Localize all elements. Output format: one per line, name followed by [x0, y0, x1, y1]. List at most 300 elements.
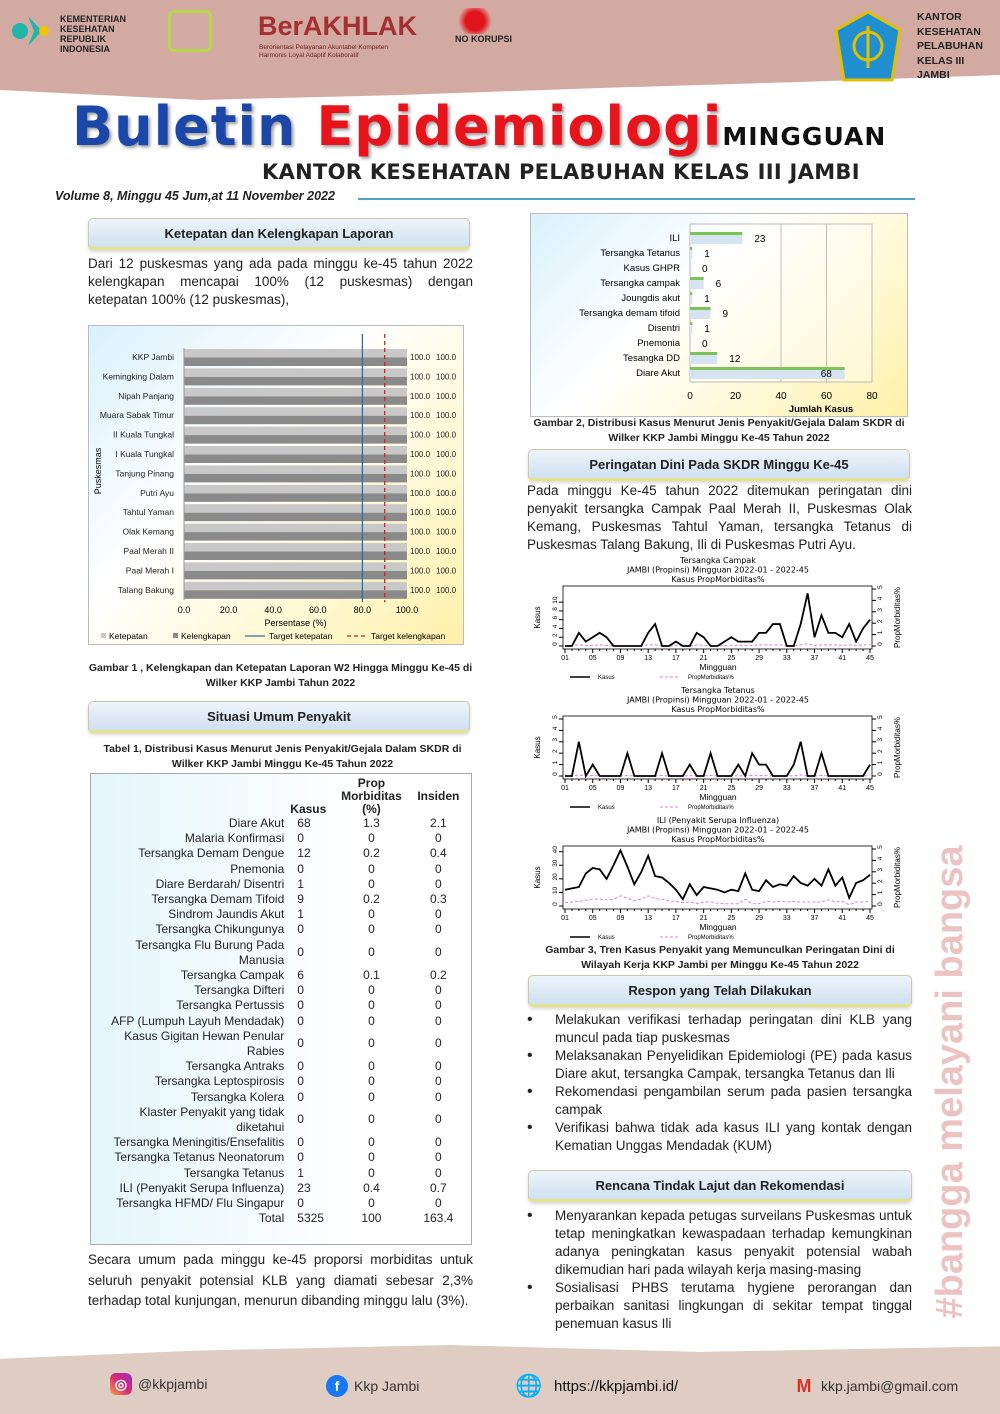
prop-value: 0: [368, 983, 375, 998]
disease-name: Tersangka Demam Tifoid: [151, 892, 285, 907]
y2-tick-label: 2: [877, 879, 884, 884]
bar: [690, 247, 692, 250]
series-kasus: [565, 850, 870, 899]
disease-name: Tersangka Kolera: [190, 1089, 285, 1104]
bar-ketepatan: [184, 524, 407, 533]
prop-value: 0.4: [363, 1180, 380, 1195]
globe-icon: 🌐: [515, 1373, 543, 1398]
table-row: [101, 1059, 471, 1074]
series-kasus: [565, 742, 870, 776]
prop-value: 0: [368, 1150, 375, 1165]
x-tick-label: 21: [699, 915, 708, 922]
category-label: Paal Merah II: [123, 546, 174, 556]
value-label: 100.0: [410, 450, 431, 459]
prop-value: 0: [368, 907, 375, 922]
category-label: Nipah Panjang: [118, 390, 174, 401]
table-row: [101, 938, 471, 968]
value-label: 100.0: [410, 488, 431, 498]
x-tick-label: 01: [561, 785, 569, 792]
value-label: 100.0: [410, 585, 431, 595]
table-row: [101, 1029, 471, 1059]
kemenkes-logo: [8, 8, 54, 54]
x-tick-label: 37: [810, 915, 819, 922]
y2-tick-label: 1: [877, 630, 884, 635]
prop-value: 100: [361, 1211, 382, 1226]
x-tick-label: 21: [699, 785, 708, 792]
instagram-link[interactable]: [110, 1373, 207, 1395]
x-tick-label: 40.0: [264, 605, 282, 615]
kasus-value: 0: [297, 861, 304, 876]
insiden-value: 163.4: [423, 1211, 454, 1226]
office-line: KESEHATAN: [917, 25, 981, 38]
insiden-value: 0.4: [429, 846, 447, 861]
value-label: 100.0: [436, 450, 457, 459]
bar-kelengkapan: [184, 513, 407, 522]
category-label: KKP Jambi: [132, 352, 174, 362]
chart-title: Kasus PropMorbiditas%: [671, 705, 765, 714]
table-row: [101, 1211, 471, 1226]
x-tick-label: 25: [727, 785, 736, 792]
prop-value: 0: [368, 876, 375, 891]
facebook-icon: f: [326, 1375, 348, 1397]
category-label: Diare Akut: [636, 368, 680, 379]
y-tick-label: 6: [552, 615, 559, 620]
prop-value: 0: [368, 1112, 375, 1127]
email-address: kkp.jambi@gmail.com: [821, 1378, 959, 1394]
table-row: [101, 1014, 471, 1029]
bar-ketepatan: [184, 446, 407, 455]
bar-ketepatan: [184, 485, 407, 494]
x-tick-label: 25: [727, 655, 736, 662]
office-line: KELAS III: [917, 54, 965, 67]
value-label: 100.0: [436, 372, 457, 382]
y2-axis-title: PropMorbiditas%: [893, 847, 902, 908]
x-tick-label: 05: [588, 785, 597, 792]
y2-axis-title: PropMorbiditas%: [893, 717, 902, 778]
facebook-name: Kkp Jambi: [354, 1378, 420, 1394]
y-tick-label: 2: [552, 749, 559, 754]
x-axis-title: Mingguan: [699, 662, 737, 672]
y-tick-label: 5: [552, 715, 559, 719]
chart-title: Tersangka Campak: [680, 556, 756, 565]
col-insiden: Insiden: [417, 789, 460, 803]
category-label: Tanjung Pinang: [115, 468, 174, 479]
rencana-list: [527, 1207, 912, 1333]
no-korupsi-logo: NO KORUPSI: [455, 34, 513, 44]
bar-ketepatan: [184, 543, 407, 552]
bar-body: [690, 280, 704, 289]
section-header-situasi: Situasi Umum Penyakit: [88, 701, 470, 733]
y-tick-label: 3: [552, 737, 559, 742]
y2-tick-label: 0: [877, 902, 884, 906]
x-tick-label: 09: [616, 915, 625, 922]
category-label: Olak Kemang: [122, 526, 174, 537]
disease-name: Malaria Konfirmasi: [184, 831, 285, 846]
office-line: KANTOR: [917, 11, 962, 23]
table-row: [101, 846, 471, 861]
list-item: • Rekomendasi pengambilan serum pada pasien tersangka campak: [527, 1083, 912, 1119]
table-row: [101, 922, 471, 937]
bar-kelengkapan: [184, 474, 407, 483]
kasus-value: 0: [297, 1036, 304, 1051]
value-label: 100.0: [436, 353, 457, 362]
title-epidemiologi: Epidemiologi: [316, 95, 723, 158]
x-tick-label: 45: [866, 655, 874, 662]
bar-kelengkapan: [184, 532, 407, 541]
legend-label: PropMorbiditas%: [688, 935, 734, 941]
x-tick-label: 29: [755, 655, 763, 662]
chart-title: JAMBI (Propinsi) Mingguan 2022-01 - 2022-45: [627, 695, 809, 705]
list-item: • Menyarankan kepada petugas surveilans Puskesmas untuk tetap meningkatkan kewaspadaan terhadap kemungkinan adanya peningkatan kasus penyakit potensial wabah dikemudian hari pada wilayah kerja masing-masing: [527, 1207, 912, 1279]
table-row: [101, 907, 471, 922]
disease-name: Tersangka Campak: [180, 968, 285, 983]
insiden-value: 2.1: [429, 816, 447, 830]
x-tick-label: 29: [755, 785, 763, 792]
x-axis-title: Jumlah Kasus: [788, 404, 854, 415]
insiden-value: 0: [434, 945, 442, 960]
y2-tick-label: 3: [877, 607, 884, 612]
insiden-value: 0: [434, 1036, 442, 1051]
legend-label: Target kelengkapan: [371, 631, 446, 641]
kasus-value: 0: [297, 1074, 304, 1089]
bar-ketepatan: [184, 349, 407, 358]
value-label: 100.0: [436, 488, 457, 498]
kasus-value: 0: [297, 1135, 304, 1150]
bar-kelengkapan: [184, 396, 407, 405]
chart-title: ILI (Penyakit Serupa Influenza): [656, 816, 780, 825]
bar-ketepatan: [184, 562, 407, 571]
x-tick-label: 80: [866, 391, 878, 402]
value-label: 100.0: [436, 547, 457, 556]
x-tick-label: 33: [782, 655, 791, 662]
insiden-value: 0: [434, 1135, 442, 1150]
disease-name: Tersangka Pertussis: [176, 998, 285, 1013]
bar: [690, 352, 717, 355]
legend-label: Target ketepatan: [269, 631, 333, 641]
situasi-text: Secara umum pada minggu ke-45 proporsi morbiditas untuk seluruh penyakit potensial KLB yang diamati sebesar 2,3% terhadap total kunjungan, menurun dibanding minggu lalu (3%).: [88, 1252, 473, 1308]
list-item: • Melakukan verifikasi terhadap peringatan dini KLB yang muncul pada tiap puskesmas: [527, 1011, 912, 1047]
value-label: 100.0: [436, 527, 457, 537]
x-tick-label: 13: [644, 655, 653, 662]
ketepatan-text: Dari 12 puskesmas yang ada pada minggu ke-45 tahun 2022 kelengkapan mencapai 100% (12 puskesmas) dengan ketepatan 100% (12 puskesmas),: [88, 256, 473, 307]
y2-tick-label: 4: [877, 856, 884, 861]
x-tick-label: 45: [866, 785, 874, 792]
insiden-value: 0: [434, 1059, 442, 1074]
table-row: [101, 1074, 471, 1089]
office-line: JAMBI: [917, 69, 950, 81]
figure2-caption: Gambar 2, Distribusi Kasus Menurut Jenis Penyakit/Gejala Dalam SKDR di Wilker KKP Jambi Minggu Ke-45 Tahun 2022: [533, 417, 905, 444]
y-axis-title: Kasus: [533, 606, 542, 629]
disease-name: Sindrom Jaundis Akut: [168, 907, 285, 922]
table-row: [101, 998, 471, 1013]
y2-tick-label: 0: [877, 642, 884, 646]
bar-body: [690, 310, 710, 319]
bar-kelengkapan: [184, 377, 407, 386]
table-row: [101, 983, 471, 998]
y-tick-label: 4: [552, 624, 559, 629]
table-row: [101, 892, 471, 907]
chart-distribusi-kasus: [530, 213, 908, 417]
table-row: [101, 877, 471, 892]
x-tick-label: 33: [782, 915, 791, 922]
disease-name: Klaster Penyakit yang tidak diketahui: [139, 1104, 285, 1135]
x-tick-label: 21: [699, 655, 708, 662]
disease-name: Tersangka Chikungunya: [155, 922, 285, 937]
disease-name: Tersangka Difteri: [194, 983, 285, 998]
disease-name: Tersangka Tetanus Neonatorum: [114, 1150, 285, 1165]
bar-body: [690, 325, 692, 334]
x-tick-label: 0.0: [177, 605, 191, 615]
table-row: [101, 816, 471, 831]
table-row: [101, 862, 471, 877]
x-tick-label: 41: [838, 915, 847, 922]
table-row: [101, 1105, 471, 1135]
insiden-value: 0: [434, 1074, 442, 1089]
x-axis-title: Mingguan: [699, 922, 737, 932]
prop-value: 0: [368, 945, 375, 960]
disease-name: Tersangka HFMD/ Flu Singapur: [116, 1196, 285, 1211]
insiden-value: 0: [434, 1112, 442, 1127]
prop-value: 0: [368, 1135, 375, 1150]
category-label: Tersangka demam tifoid: [579, 308, 680, 319]
table-row: [101, 1135, 471, 1150]
volume-line: Volume 8, Minggu 45 Jum,at 11 November 2022: [55, 189, 335, 203]
prop-value: 0: [368, 1165, 375, 1180]
table-row: [101, 1181, 471, 1196]
category-label: ILI: [669, 233, 680, 244]
y2-tick-label: 0: [877, 772, 884, 776]
insiden-value: 0: [434, 1165, 442, 1180]
bar: [690, 322, 692, 325]
berakhlak-logo: BerAKHLAK: [258, 11, 418, 41]
prop-value: 0: [368, 1036, 375, 1051]
legend-label: Ketepatan: [109, 631, 148, 641]
gmail-icon: M: [796, 1375, 812, 1396]
kasus-value: 5325: [297, 1211, 324, 1226]
y2-tick-label: 1: [877, 760, 884, 765]
category-label: Paal Merah I: [125, 565, 174, 576]
value-label: 100.0: [436, 430, 457, 440]
value-label: 100.0: [436, 585, 457, 595]
peringatan-text: Pada minggu Ke-45 tahun 2022 ditemukan peringatan dini penyakit tersangka Campak Paal Merah II, Puskesmas Olak Kemang, Puskesmas Tahtul Yaman, tersangka Tetanus di Puskesmas Talang Bakung, Ili di Puskesmas Putri Ayu.: [527, 483, 912, 552]
bar-kelengkapan: [184, 590, 407, 599]
y-tick-label: 0: [552, 902, 559, 906]
disease-name: Diare Akut: [228, 816, 285, 830]
y2-tick-label: 2: [877, 619, 884, 624]
kasus-value: 9: [297, 892, 304, 907]
disease-name: Tersangka Flu Burung Pada Manusia: [135, 937, 285, 967]
y-tick-label: 0: [552, 642, 559, 646]
category-label: Tersangka Tetanus: [600, 248, 680, 259]
berakhlak-line1: Berorientasi Pelayanan Akuntabel Kompeten: [259, 44, 389, 51]
insiden-value: 0: [434, 876, 442, 891]
x-tick-label: 41: [838, 655, 847, 662]
kasus-value: 6: [297, 968, 304, 983]
bar-ketepatan: [184, 368, 407, 377]
category-label: Kasus GHPR: [623, 263, 680, 274]
y-tick-label: 0: [552, 772, 559, 776]
value-label: 100.0: [410, 391, 431, 401]
x-tick-label: 17: [672, 655, 680, 662]
y-tick-label: 8: [552, 607, 559, 611]
category-label: Kemingking Dalam: [102, 371, 174, 382]
hand-icon: [455, 8, 495, 34]
value-label: 6: [715, 279, 722, 290]
kasus-value: 0: [297, 1112, 304, 1127]
bar-ketepatan: [184, 407, 407, 416]
x-tick-label: 01: [561, 915, 569, 922]
bar-kelengkapan: [184, 435, 407, 444]
list-item: • Verifikasi bahwa tidak ada kasus ILI yang kontak dengan Kematian Unggas Mendadak (KUM): [527, 1119, 912, 1155]
prop-value: 1.3: [363, 816, 380, 830]
prop-value: 0: [368, 1013, 375, 1028]
office-name: [917, 10, 983, 83]
x-tick-label: 40: [775, 391, 787, 402]
bar: [690, 292, 692, 295]
legend-label: Kelengkapan: [181, 631, 231, 641]
section-header-rencana: Rencana Tindak Lajut dan Rekomendasi: [528, 1170, 912, 1202]
x-tick-label: 100.0: [395, 605, 419, 615]
category-label: Tahtul Yaman: [122, 507, 174, 518]
x-axis-title: Persentase (%): [264, 618, 327, 628]
x-tick-label: 09: [616, 785, 625, 792]
y2-tick-label: 3: [877, 737, 884, 742]
legend-swatch: [173, 633, 178, 638]
disease-name: Tersangka Tetanus: [183, 1165, 285, 1180]
value-label: 100.0: [410, 547, 431, 556]
y-axis-title: Kasus: [533, 866, 542, 889]
bar-kelengkapan: [184, 455, 407, 464]
kasus-value: 0: [297, 1089, 304, 1104]
x-tick-label: 05: [588, 915, 597, 922]
chart-title: JAMBI (Propinsi) Mingguan 2022-01 - 2022-45: [627, 825, 809, 835]
section-header-respon: Respon yang Telah Dilakukan: [528, 975, 912, 1007]
disease-name: Pnemonia: [230, 861, 285, 876]
title-buletin: Buletin: [72, 95, 297, 158]
y-tick-label: 10: [552, 886, 559, 895]
title-mingguan: MINGGUAN: [722, 122, 887, 151]
value-label: 100.0: [410, 372, 431, 382]
prop-value: 0: [368, 1059, 375, 1074]
disease-name: Tersangka Leptospirosis: [154, 1074, 285, 1089]
x-tick-label: 33: [782, 785, 791, 792]
instagram-handle: @kkpjambi: [138, 1376, 208, 1392]
x-tick-label: 29: [755, 915, 763, 922]
figure3-caption: Gambar 3, Tren Kasus Penyakit yang Memunculkan Peringatan Dini di Wilayah Kerja KKP Jambi per Minggu Ke-45 Tahun 2022: [545, 944, 895, 971]
legend-swatch: [101, 633, 106, 638]
value-label: 1: [704, 324, 710, 335]
col-kasus: Kasus: [290, 802, 327, 816]
value-label: 100.0: [436, 411, 457, 421]
insiden-value: 0: [434, 1150, 442, 1165]
x-tick-label: 13: [644, 915, 653, 922]
bar-ketepatan: [184, 504, 407, 513]
bar: [690, 307, 710, 310]
section-header-ketepatan: Ketepatan dan Kelengkapan Laporan: [88, 218, 470, 250]
kasus-value: 0: [297, 998, 304, 1013]
value-label: 0: [702, 264, 708, 275]
berakhlak-line2: Harmonis Loyal Adaptif Kolaboratif: [259, 52, 359, 59]
table-row: [101, 1150, 471, 1165]
office-line: PELABUHAN: [917, 40, 983, 52]
value-label: 12: [729, 354, 741, 365]
divider: [358, 198, 915, 200]
prop-value: 0: [368, 1074, 375, 1089]
x-tick-label: 60.0: [309, 605, 327, 615]
x-tick-label: 45: [866, 915, 874, 922]
legend-label: PropMorbiditas%: [688, 805, 734, 811]
prop-value: 0.2: [363, 846, 380, 861]
category-label: Tersangka campak: [600, 278, 680, 289]
bar-body: [690, 295, 692, 304]
y2-tick-label: 5: [877, 715, 884, 719]
email-link[interactable]: [793, 1375, 958, 1397]
value-label: 1: [704, 294, 710, 305]
list-item: • Melaksanakan Penyelidikan Epidemiologi (PE) pada kasus Diare akut, tersangka Campak, tersangka Tetanus dan Ili: [527, 1047, 912, 1083]
table-row: [101, 1090, 471, 1105]
facebook-link[interactable]: [326, 1375, 419, 1397]
value-label: 100.0: [410, 469, 431, 479]
table-row: [101, 831, 471, 846]
category-label: Pnemonia: [637, 338, 680, 349]
bar: [690, 232, 742, 235]
x-tick-label: 01: [561, 655, 569, 662]
y-tick-label: 30: [552, 859, 559, 867]
value-label: 100.0: [410, 430, 431, 440]
y-tick-label: 4: [552, 726, 559, 731]
kasus-value: 1: [297, 1165, 304, 1180]
y-tick-label: 1: [552, 760, 559, 765]
legend-label: Kasus: [598, 675, 615, 681]
x-tick-label: 09: [616, 655, 625, 662]
prop-value: 0: [368, 861, 375, 876]
x-axis-title: Mingguan: [699, 792, 737, 802]
value-label: 100.0: [436, 508, 457, 518]
disease-name: Diare Berdarah/ Disentri: [155, 876, 285, 891]
legend-label: Kasus: [598, 805, 615, 811]
y-tick-label: 20: [552, 873, 559, 881]
value-label: 23: [754, 234, 766, 245]
chart-title: Tersangka Tetanus: [681, 686, 755, 695]
value-label: 100.0: [410, 566, 431, 576]
x-tick-label: 41: [838, 785, 847, 792]
value-label: 100.0: [436, 469, 457, 479]
kasus-value: 0: [297, 831, 304, 846]
kasus-value: 68: [297, 816, 311, 830]
prop-value: 0: [368, 831, 375, 846]
legend-label: PropMorbiditas%: [688, 675, 734, 681]
prop-value: 0: [368, 1196, 375, 1211]
kasus-value: 0: [297, 1150, 304, 1165]
instagram-icon: ◎: [110, 1373, 132, 1395]
category-label: Putri Ayu: [140, 487, 174, 498]
y2-tick-label: 5: [877, 845, 884, 849]
kasus-value: 0: [297, 1013, 304, 1028]
x-tick-label: 05: [588, 655, 597, 662]
insiden-value: 0: [434, 831, 442, 846]
category-label: Tesangka DD: [622, 353, 680, 364]
x-tick-label: 60: [820, 391, 833, 402]
value-label: 100.0: [410, 508, 431, 518]
insiden-value: 0: [434, 983, 442, 998]
category-label: II Kuala Tungkal: [113, 429, 174, 440]
insiden-value: 0: [434, 922, 442, 937]
website-link[interactable]: [515, 1373, 679, 1398]
x-tick-label: 17: [672, 915, 680, 922]
y2-tick-label: 5: [877, 585, 884, 589]
watermark-bangga-melayani: #bangga melayani bangsa: [929, 845, 971, 1319]
disease-table: [90, 773, 472, 1245]
